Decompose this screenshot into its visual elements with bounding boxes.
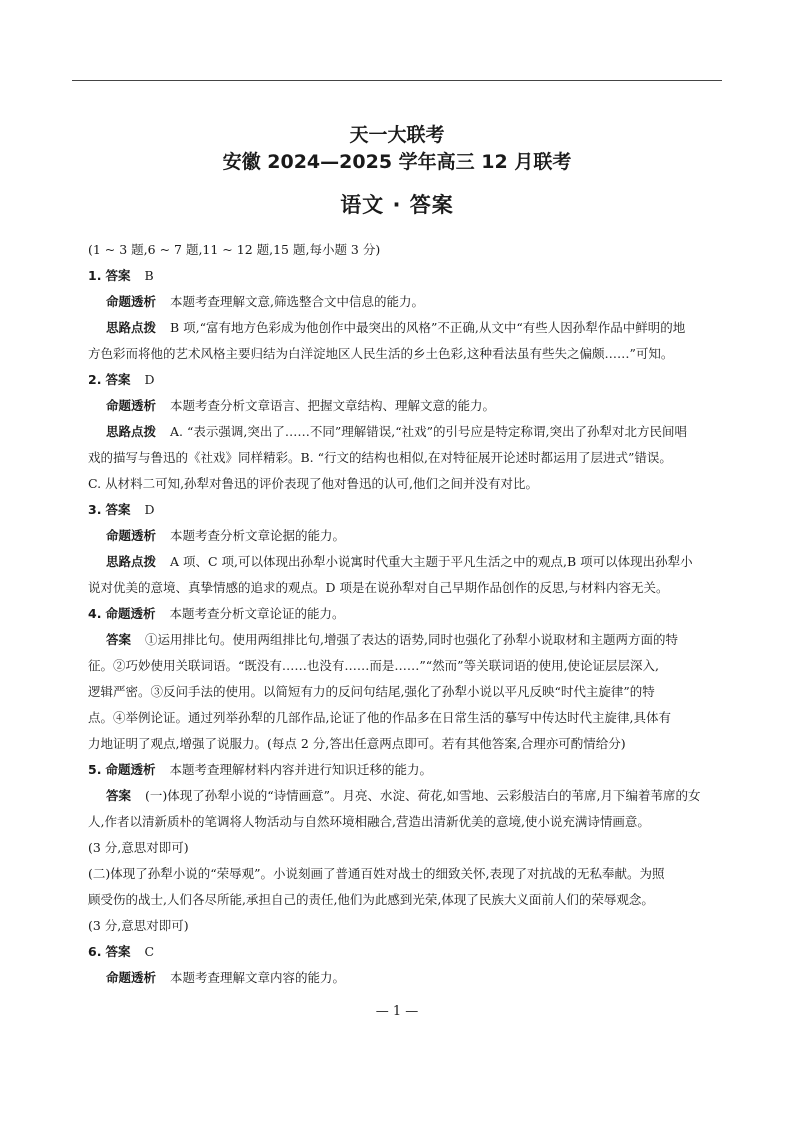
q6-number: 6. (88, 944, 102, 959)
q1-hint-line-2: 方色彩而将他的艺术风格主要归结为白洋淀地区人民生活的乡土色彩,这种看法虽有些失之偏颇……”可知。 (88, 346, 674, 361)
q2-hint-label: 思路点拨 (106, 424, 157, 439)
q5-answer-line-3: (3 分,意思对即可) (88, 840, 189, 855)
q1-answer-label: 答案 (105, 268, 131, 283)
q1-hint-line-1: B 项,“富有地方色彩成为他创作中最突出的风格”不正确,从文中“有些人因孙犁作品中鲜明的地 (170, 320, 686, 335)
q6-answer-value: C (144, 944, 155, 959)
q5-analysis (88, 757, 703, 783)
q6-answer (88, 939, 703, 965)
q2-hint-line-3: C. 从材料二可知,孙犁对鲁迅的评价表现了他对鲁迅的认可,他们之间并没有对比。 (88, 476, 539, 491)
q5-answer-line-6: (3 分,意思对即可) (88, 918, 189, 933)
q2-analysis-text: 本题考查分析文章语言、把握文章结构、理解文意的能力。 (170, 398, 496, 413)
header-rule (72, 80, 722, 81)
q3-number: 3. (88, 502, 102, 517)
q3-answer-label: 答案 (105, 502, 131, 517)
answer-key (88, 237, 703, 991)
q1-hint (88, 315, 703, 341)
q5-analysis-label: 命题透析 (105, 762, 156, 777)
q3-hint-line-1: A 项、C 项,可以体现出孙犁小说寓时代重大主题于平凡生活之中的观点,B 项可以体现出孙犁小 (170, 554, 693, 569)
score-note: (1 ~ 3 题,6 ~ 7 题,11 ~ 12 题,15 题,每小题 3 分) (88, 242, 381, 257)
q1-number: 1. (88, 268, 102, 283)
q4-answer-line-5: 力地证明了观点,增强了说服力。(每点 2 分,答出任意两点即可。若有其他答案,合理亦可酌情给分) (88, 736, 626, 751)
q5-answer-line-2: 人,作者以清新质朴的笔调将人物活动与自然环境相融合,营造出清新优美的意境,使小说充满诗情画意。 (88, 814, 650, 829)
q4-answer-line-4: 点。④举例论证。通过列举孙犁的几部作品,论证了他的作品多在日常生活的摹写中传达时代主旋律,具体有 (88, 710, 671, 725)
q3-analysis-label: 命题透析 (106, 528, 157, 543)
q2-answer-label: 答案 (105, 372, 131, 387)
q1-analysis-text: 本题考查理解文意,筛选整合文中信息的能力。 (170, 294, 424, 309)
q5-analysis-text: 本题考查理解材料内容并进行知识迁移的能力。 (169, 762, 432, 777)
exam-organizer: 天一大联考 (349, 124, 445, 146)
q1-hint-label: 思路点拨 (106, 320, 157, 335)
exam-title: 安徽 2024—2025 学年高三 12 月联考 (222, 151, 572, 173)
q3-answer (88, 497, 703, 523)
q5-answer-line-1: (一)体现了孙犁小说的“诗情画意”。月亮、水淀、荷花,如雪地、云彩般洁白的苇席,月下编着苇席的女 (145, 788, 701, 803)
q2-analysis (88, 393, 703, 419)
q3-hint-label: 思路点拨 (106, 554, 157, 569)
q3-answer-value: D (144, 502, 155, 517)
q5-answer (88, 783, 703, 809)
q2-number: 2. (88, 372, 102, 387)
q2-hint (88, 419, 703, 445)
q2-hint-line-2: 戏的描写与鲁迅的《社戏》同样精彩。B. “行文的结构也相似,在对特征展开论述时都运用了层进式”错误。 (88, 450, 672, 465)
q6-analysis-text: 本题考查理解文章内容的能力。 (170, 970, 346, 985)
q1-analysis (88, 289, 703, 315)
q4-answer-label: 答案 (106, 632, 132, 647)
q4-analysis (88, 601, 703, 627)
q4-answer (88, 627, 703, 653)
q2-answer-value: D (144, 372, 155, 387)
q5-answer-line-4: (二)体现了孙犁小说的“荣辱观”。小说刻画了普通百姓对战士的细致关怀,表现了对抗战的无私奉献。为照 (88, 866, 665, 881)
q6-analysis-label: 命题透析 (106, 970, 157, 985)
q2-hint-line-1: A. “表示强调,突出了……不同”理解错误,“社戏”的引号应是特定称谓,突出了孙犁对北方民间唱 (170, 424, 687, 439)
q4-answer-line-1: ①运用排比句。使用两组排比句,增强了表达的语势,同时也强化了孙犁小说取材和主题两方面的特 (145, 632, 678, 647)
q1-analysis-label: 命题透析 (106, 294, 157, 309)
q4-answer-line-2: 征。②巧妙使用关联词语。“既没有……也没有……而是……”“然而”等关联词语的使用,使论证层层深入, (88, 658, 660, 673)
q6-answer-label: 答案 (105, 944, 131, 959)
q1-answer (88, 263, 703, 289)
q2-answer (88, 367, 703, 393)
q4-answer-line-3: 逻辑严密。③反问手法的使用。以简短有力的反问句结尾,强化了孙犁小说以平凡反映“时代主旋律”的特 (88, 684, 655, 699)
q3-hint (88, 549, 703, 575)
q3-hint-line-2: 说对优美的意境、真挚情感的追求的观点。D 项是在说孙犁对自己早期作品创作的反思,与材料内容无关。 (88, 580, 669, 595)
q3-analysis-text: 本题考查分析文章论据的能力。 (170, 528, 346, 543)
q4-number: 4. (88, 606, 102, 621)
q6-analysis (88, 965, 703, 991)
q4-analysis-label: 命题透析 (105, 606, 156, 621)
q4-analysis-text: 本题考查分析文章论证的能力。 (169, 606, 345, 621)
page-number: — 1 — (375, 1004, 419, 1019)
q5-answer-label: 答案 (106, 788, 132, 803)
q1-answer-value: B (144, 268, 154, 283)
q3-analysis (88, 523, 703, 549)
q5-number: 5. (88, 762, 102, 777)
q2-analysis-label: 命题透析 (106, 398, 157, 413)
q5-answer-line-5: 顾受伤的战士,人们各尽所能,承担自己的责任,他们为此感到光荣,体现了民族大义面前人们的荣辱观念。 (88, 892, 654, 907)
subject-title: 语文 · 答案 (340, 193, 454, 217)
